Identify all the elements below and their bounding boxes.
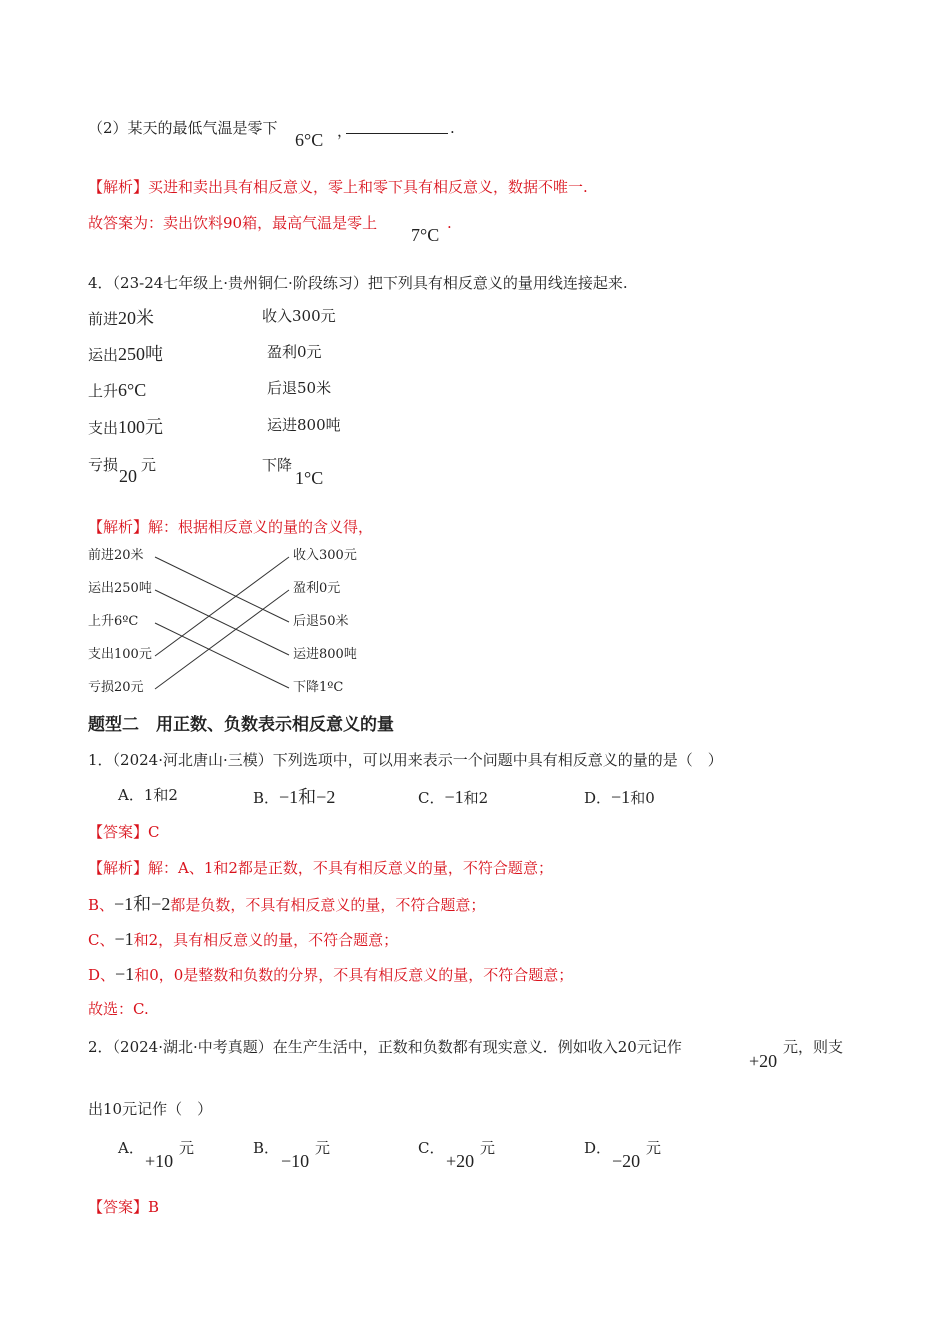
diagram-left-1: 前进20米 (88, 548, 144, 563)
analysis-label: 【解析】 (88, 518, 149, 536)
q4-right-3: 后退50米 (267, 379, 332, 397)
s2q2-answer: 【答案】B (88, 1198, 160, 1216)
s2q2-option-a-label[interactable]: A． (118, 1139, 144, 1157)
q4-left-5-unit: 元 (141, 456, 157, 474)
s2q1-option-a[interactable]: A．1和2 (118, 786, 178, 804)
s2q1-option-c[interactable]: C．−1和2 (418, 787, 489, 807)
s2q2-option-c-label[interactable]: C． (418, 1139, 445, 1157)
diagram-right-3: 后退50米 (293, 614, 349, 629)
q4-left-2: 运出250吨 (88, 344, 164, 364)
s2q1-analysis-d: D、−1和0，0是整数和负数的分界，不具有相反意义的量，不符合题意； (88, 964, 574, 984)
diagram-left-2: 运出250吨 (88, 581, 152, 596)
s2q2-stem-line2: 出10元记作（ ） (88, 1100, 213, 1118)
section-title: 题型二 用正数、负数表示相反意义的量 (88, 715, 394, 735)
s2q1-analysis-c: C、−1和2，具有相反意义的量，不符合题意； (88, 929, 399, 949)
diagram-right-4: 运进800吨 (293, 647, 357, 662)
q4-right-1: 收入300元 (262, 307, 336, 325)
diagram-left-5: 亏损20元 (88, 680, 144, 695)
line-forward-backward (155, 557, 289, 622)
s2q2-stem-math: +20 (749, 1051, 778, 1071)
analysis-text: 买进和卖出具有相反意义，零上和零下具有相反意义，数据不唯一. (148, 178, 588, 196)
s2q1-stem: 1．（2024·河北唐山·三模）下列选项中，可以用来表示一个问题中具有相反意义的量的是（ ） (88, 751, 723, 769)
q4-right-5-label: 下降 (262, 456, 293, 474)
q3-part2-temp: 6°C (295, 130, 324, 150)
s2q2-stem-end: 元，则支 (783, 1038, 844, 1056)
q4-right-2: 盈利0元 (267, 343, 322, 361)
s2q2-option-d-value[interactable]: −20 (612, 1151, 641, 1171)
q3-part2-prefix: （2）某天的最低气温是零下 (88, 119, 278, 137)
s2q2-option-b-unit: 元 (315, 1139, 331, 1157)
q4-title: 4．（23-24七年级上·贵州铜仁·阶段练习）把下列具有相反意义的量用线连接起来. (88, 274, 628, 292)
q4-right-4: 运进800吨 (267, 416, 341, 434)
s2q1-analysis-b: B、−1和−2都是负数，不具有相反意义的量，不符合题意； (88, 894, 486, 914)
s2q2-option-c-unit: 元 (480, 1139, 496, 1157)
s2q1-option-b[interactable]: B．−1和−2 (253, 787, 336, 807)
q3-part2-comma: ， (337, 122, 353, 140)
line-loss-profit (155, 590, 289, 689)
line-spend-income (155, 557, 289, 656)
q4-left-5-label: 亏损 (88, 456, 119, 474)
s2q2-option-b-value[interactable]: −10 (281, 1151, 310, 1171)
diagram-left-4: 支出100元 (88, 647, 152, 662)
s2q1-option-d[interactable]: D．−1和0 (584, 787, 655, 807)
analysis-text: 解：根据相反意义的量的含义得， (148, 518, 374, 536)
s2q2-option-a-value[interactable]: +10 (145, 1151, 174, 1171)
line-out-in (155, 590, 289, 655)
s2q2-option-d-label[interactable]: D． (584, 1139, 612, 1157)
s2q2-option-a-unit: 元 (179, 1139, 195, 1157)
analysis-label: 【解析】 (88, 178, 149, 196)
diagram-right-5: 下降1ºC (293, 680, 344, 695)
q3-part2-period: . (450, 119, 455, 137)
s2q2-stem: 2．（2024·湖北·中考真题）在生产生活中，正数和负数都有现实意义．例如收入20元记作 (88, 1038, 682, 1056)
q4-left-4: 支出100元 (88, 417, 164, 437)
q4-left-1: 前进20米 (88, 308, 155, 328)
q4-left-5-value: 20 (119, 466, 137, 486)
q3-answer-prefix: 故答案为：卖出饮料90箱，最高气温是零上 (88, 214, 378, 232)
diagram-right-1: 收入300元 (293, 548, 357, 563)
s2q2-option-b-label[interactable]: B． (253, 1139, 280, 1157)
s2q1-answer: 【答案】C (88, 823, 160, 841)
s2q2-option-d-unit: 元 (646, 1139, 662, 1157)
q3-answer-temp: 7°C (411, 225, 440, 245)
q3-answer-end: . (447, 214, 452, 232)
q4-left-3: 上升6°C (88, 380, 147, 400)
s2q1-conclusion: 故选：C. (88, 1000, 149, 1018)
s2q1-analysis-a: 【解析】解：A、1和2都是正数，不具有相反意义的量，不符合题意； (88, 859, 553, 877)
q4-right-5-value: 1°C (295, 468, 324, 488)
diagram-left-3: 上升6ºC (88, 614, 139, 629)
diagram-right-2: 盈利0元 (293, 581, 341, 596)
line-up-down (155, 623, 289, 688)
s2q2-option-c-value[interactable]: +20 (446, 1151, 475, 1171)
